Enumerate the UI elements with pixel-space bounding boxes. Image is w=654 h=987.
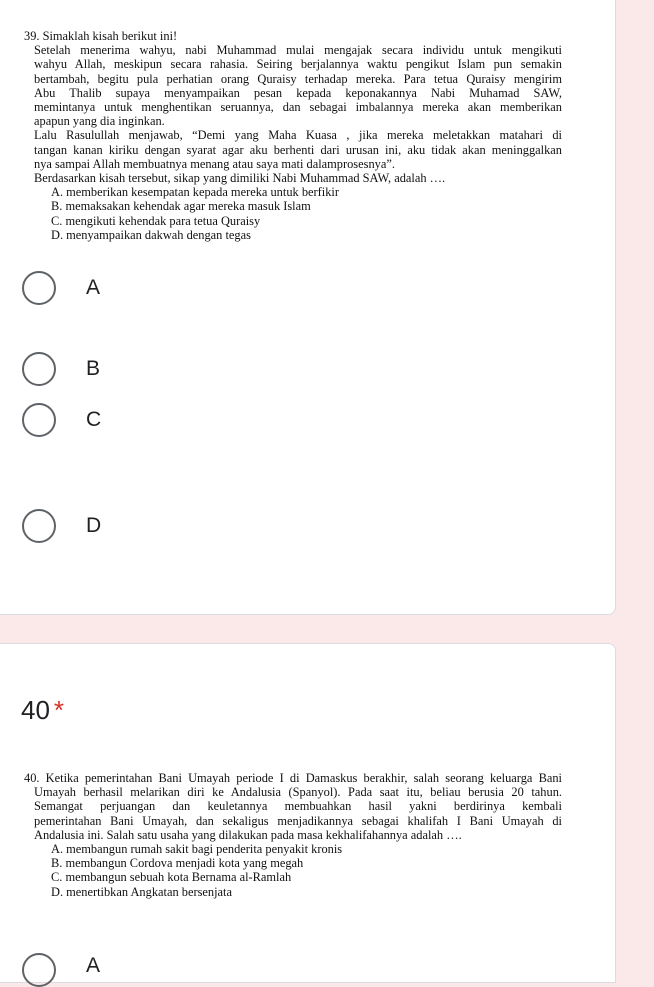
q39-choice-text: A. memberikan kesempatan kepada mereka untuk berfikir xyxy=(51,185,339,200)
q39-para1-line: apapun yang dia inginkan. xyxy=(34,114,165,129)
radio-button-c[interactable] xyxy=(22,403,56,437)
option-a-label: A xyxy=(86,276,101,299)
q39-para1-line: Abu Thalib supaya menyampaikan pesan kepada keponakannya Nabi Muhamad SAW, xyxy=(34,85,562,100)
q40-choice-text: B. membangun Cordova menjadi kota yang megah xyxy=(51,856,304,871)
q39-para2-line: Lalu Rasulullah menjawab, “Demi yang Maha Kuasa , jika mereka meletakkan matahari di xyxy=(34,128,562,143)
option-d[interactable] xyxy=(22,507,222,545)
option-b[interactable] xyxy=(22,350,222,388)
question-39-number-line: 39. Simaklah kisah berikut ini! xyxy=(24,29,178,43)
question-39-image xyxy=(24,29,562,242)
option-a[interactable] xyxy=(22,269,222,307)
q40-choice-text: D. menertibkan Angkatan bersenjata xyxy=(51,884,232,899)
q39-para2-line: nya sampai Allah membuatnya menang atau saya mati dalamprosesnya”. xyxy=(34,156,395,171)
q39-para1-line: wahyu Allah, meskipun secara rahasia. Seiring berjalannya waktu pengikut Islam pun semakin xyxy=(34,57,562,72)
question-40-number: 40 xyxy=(21,695,50,725)
q40-para-line: 40. Ketika pemerintahan Bani Umayah periode I di Damaskus berakhir, salah seorang keluarga Bani xyxy=(24,771,562,785)
question-40-image xyxy=(24,771,562,899)
option-d-label: D xyxy=(86,514,102,537)
q39-choice-text: D. menyampaikan dakwah dengan tegas xyxy=(51,227,251,242)
q39-choice-text: B. memaksakan kehendak agar mereka masuk Islam xyxy=(51,199,311,214)
q40-radio-button-a[interactable] xyxy=(22,953,56,987)
q39-para1-line: bertambah, begitu pula perhatian orang Quraisy terhadap mereka. Para tetua Quraisy mengirim xyxy=(34,71,562,86)
option-c[interactable] xyxy=(22,401,222,439)
q40-choice-text: C. membangun sebuah kota Bernama al-Ramlah xyxy=(51,870,292,885)
q39-choice-text: C. mengikuti kehendak para tetua Quraisy xyxy=(51,213,261,228)
question-40-title xyxy=(21,695,64,726)
q40-para-line: pemerintahan Bani Umayah, dan sekaligus menjadikannya sebagai khalifah I Bani Umayah di xyxy=(34,813,562,828)
q40-para-line: Semangat perjuangan dan keuletannya membuahkan hasil yakni berdirinya kembali xyxy=(34,799,562,814)
option-c-label: C xyxy=(86,408,102,431)
option-b-label: B xyxy=(86,357,101,380)
radio-button-b[interactable] xyxy=(22,352,56,386)
q40-para-line: Umayah berhasil melarikan diri ke Andalusia (Spanyol). Pada saat itu, beliau berusia 20 tahun. xyxy=(34,785,562,800)
q40-para-line: Andalusia ini. Salah satu usaha yang dilakukan pada masa kekhalifahannya adalah …. xyxy=(34,827,462,842)
q40-option-a-label: A xyxy=(86,954,101,977)
radio-button-d[interactable] xyxy=(22,509,56,543)
q39-para1-line: memintanya untuk menghentikan seruannya, dan sebagai imbalannya mereka akan memberikan xyxy=(34,100,562,115)
q39-para2-line: tangan kanan kiriku dengan syarat agar aku berhenti dari urusan ini, aku tidak akan meninggalkan xyxy=(34,142,562,157)
radio-button-a[interactable] xyxy=(22,271,56,305)
q39-para1-line: Setelah menerima wahyu, nabi Muhammad mulai mengajak secara individu untuk mengikuti xyxy=(34,43,562,58)
required-asterisk: * xyxy=(53,695,65,725)
q39-prompt: Berdasarkan kisah tersebut, sikap yang dimiliki Nabi Muhammad SAW, adalah …. xyxy=(34,171,446,186)
q40-choice-text: A. membangun rumah sakit bagi penderita penyakit kronis xyxy=(51,842,343,857)
